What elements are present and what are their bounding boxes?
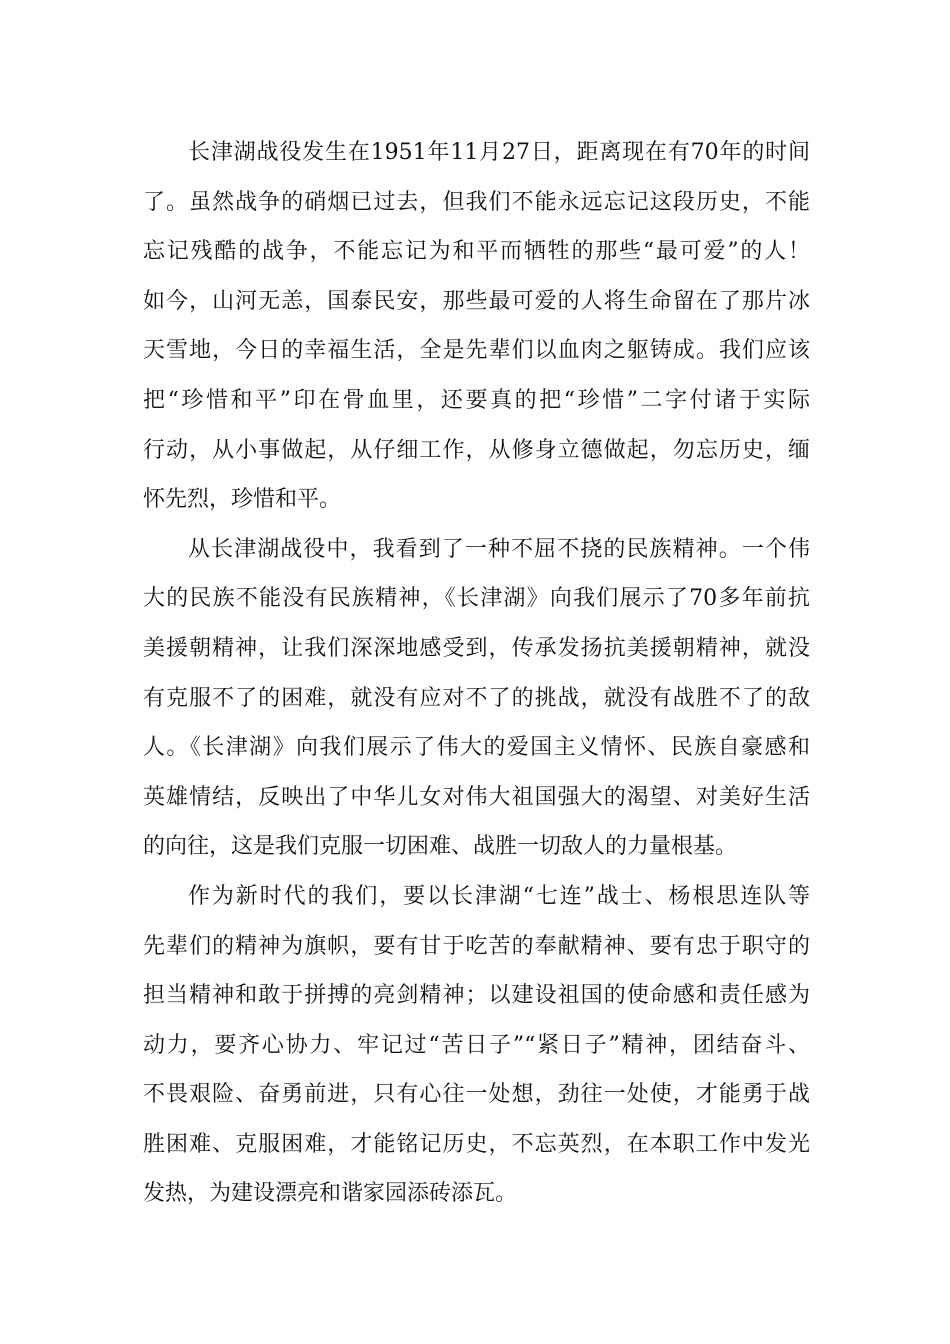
paragraph-2-line-3: 美援朝精神，让我们深深地感受到，传承发扬抗美援朝精神，就没 — [143, 635, 810, 661]
paragraph-3-line-1: 作为新时代的我们，要以长津湖“七连”战士、杨根思连队等 — [188, 883, 810, 909]
paragraph-3-line-6: 胜困难、克服困难，才能铭记历史，不忘英烈，在本职工作中发光 — [143, 1131, 810, 1157]
paragraph-2-line-5: 人。《长津湖》向我们展示了伟大的爱国主义情怀、民族自豪感和 — [143, 735, 810, 761]
paragraph-2-line-4: 有克服不了的困难，就没有应对不了的挑战，就没有战胜不了的敌 — [143, 685, 810, 711]
paragraph-1-line-4: 如今，山河无恙，国泰民安，那些最可爱的人将生命留在了那片冰 — [143, 288, 810, 314]
paragraph-3-line-4: 动力，要齐心协力、牢记过“苦日子”“紧日子”精神，团结奋斗、 — [143, 1032, 810, 1058]
paragraph-1-line-6: 把“珍惜和平”印在骨血里，还要真的把“珍惜”二字付诸于实际 — [143, 387, 810, 413]
paragraph-2-line-6: 英雄情结，反映出了中华儿女对伟大祖国强大的渴望、对美好生活 — [143, 784, 810, 810]
paragraph-1-line-7: 行动，从小事做起，从仔细工作，从修身立德做起，勿忘历史，缅 — [143, 437, 810, 463]
paragraph-1-line-2: 了。虽然战争的硝烟已过去，但我们不能永远忘记这段历史，不能 — [143, 189, 810, 215]
paragraph-3-line-3: 担当精神和敢于拼搏的亮剑精神；以建设祖国的使命感和责任感为 — [143, 983, 810, 1009]
paragraph-1-line-5: 天雪地，今日的幸福生活，全是先辈们以血肉之躯铸成。我们应该 — [143, 338, 810, 364]
paragraph-1-line-3: 忘记残酷的战争，不能忘记为和平而牺牲的那些“最可爱”的人！ — [143, 239, 810, 265]
paragraph-2-line-2: 大的民族不能没有民族精神，《长津湖》向我们展示了70多年前抗 — [143, 586, 810, 612]
paragraph-3-line-7: 发热，为建设漂亮和谐家园添砖添瓦。 — [143, 1181, 518, 1207]
paragraph-1-line-8: 怀先烈，珍惜和平。 — [143, 487, 342, 513]
paragraph-2-line-7: 的向往，这是我们克服一切困难、战胜一切敌人的力量根基。 — [143, 834, 738, 860]
article-body — [143, 128, 810, 1219]
paragraph-2-line-1: 从长津湖战役中，我看到了一种不屈不挠的民族精神。一个伟 — [188, 536, 810, 562]
paragraph-3-line-2: 先辈们的精神为旗帜，要有甘于吃苦的奉献精神、要有忠于职守的 — [143, 933, 810, 959]
paragraph-3-line-5: 不畏艰险、奋勇前进，只有心往一处想，劲往一处使，才能勇于战 — [143, 1082, 810, 1108]
paragraph-1-line-1: 长津湖战役发生在1951年11月27日，距离现在有70年的时间 — [188, 140, 810, 165]
